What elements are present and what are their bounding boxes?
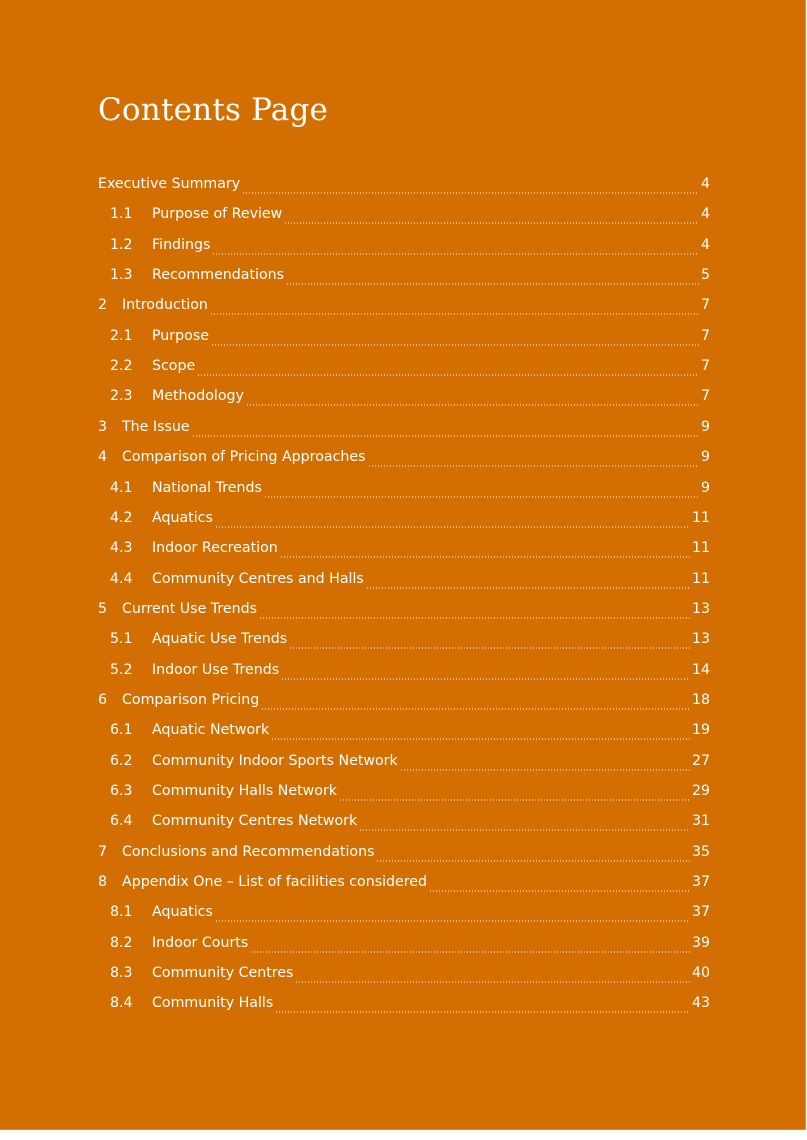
dot-leader [376, 860, 689, 862]
toc-entry[interactable] [98, 844, 710, 868]
toc-entry-number: 1.2 [110, 236, 133, 253]
toc-entry[interactable] [110, 813, 710, 837]
toc-entry-page-number[interactable]: 7 [700, 297, 710, 314]
toc-entry-number: 4 [98, 449, 108, 466]
toc-entry-page-number[interactable]: 4 [700, 176, 710, 192]
dot-leader [281, 678, 690, 680]
dot-leader [215, 920, 690, 922]
toc-entry[interactable] [98, 449, 710, 473]
toc-entry-label[interactable]: Methodology [152, 388, 244, 405]
toc-entry-page-number[interactable]: 4 [700, 236, 710, 253]
toc-entry-page-number[interactable]: 13 [691, 631, 710, 648]
toc-entry-number: 1.1 [110, 206, 133, 223]
toc-entry[interactable] [110, 935, 710, 959]
toc-entry-number: 8 [98, 874, 108, 891]
toc-entry-number: 8.3 [110, 965, 133, 982]
toc-entry-label[interactable]: Community Indoor Sports Network [152, 752, 398, 769]
toc-entry-label[interactable]: Recommendations [152, 267, 285, 284]
dot-leader [259, 617, 690, 619]
dot-leader [275, 1011, 690, 1013]
toc-entry-number: 5.2 [110, 661, 133, 678]
toc-entry-label[interactable]: Purpose of Review [152, 206, 283, 223]
dot-leader [271, 738, 690, 740]
toc-entry-label[interactable]: Scope [152, 358, 196, 375]
toc-entry[interactable] [110, 965, 710, 989]
toc-entry-page-number[interactable]: 27 [691, 752, 710, 769]
toc-entry-label[interactable]: Comparison of Pricing Approaches [122, 449, 366, 466]
toc-entry-number: 4.2 [110, 509, 133, 526]
toc-entry[interactable] [110, 904, 710, 928]
toc-entry-number: 7 [98, 843, 108, 860]
dot-leader [429, 890, 690, 892]
toc-entry-page-number[interactable]: 7 [700, 327, 710, 344]
toc-entry-label[interactable]: Current Use Trends [122, 600, 258, 617]
toc-entry[interactable] [110, 540, 710, 564]
dot-leader [359, 829, 690, 831]
toc-entry-number: 6.3 [110, 783, 133, 799]
toc-entry[interactable] [110, 480, 710, 504]
toc-entry-page-number[interactable]: 9 [700, 479, 710, 496]
toc-entry-page-number[interactable]: 11 [691, 509, 710, 526]
toc-entry[interactable] [110, 662, 710, 686]
toc-entry-label[interactable]: Aquatic Network [152, 722, 270, 739]
toc-entry[interactable] [110, 267, 710, 291]
toc-entry-number: 2.2 [110, 358, 133, 375]
toc-entry-label[interactable]: Introduction [122, 297, 208, 314]
toc-entry[interactable] [98, 692, 710, 716]
toc-entry-page-number[interactable]: 11 [691, 570, 710, 587]
toc-entry[interactable] [110, 388, 710, 412]
toc-entry-page-number[interactable]: 19 [691, 722, 710, 739]
toc-entry-page-number[interactable]: 9 [700, 449, 710, 466]
toc-entry-number: 2.3 [110, 388, 133, 405]
toc-entry[interactable] [110, 722, 710, 746]
toc-entry[interactable] [98, 176, 710, 200]
toc-entry-page-number[interactable]: 43 [691, 995, 710, 1012]
toc-entry-number: 8.2 [110, 934, 133, 951]
toc-entry-label[interactable]: Aquatic Use Trends [152, 631, 288, 648]
toc-entry-page-number[interactable]: 11 [691, 540, 710, 557]
toc-entry-label[interactable]: Aquatics [152, 904, 213, 921]
toc-entry-page-number[interactable]: 37 [691, 874, 710, 891]
toc-entry-number: 6.2 [110, 752, 133, 769]
toc-entry-number: 6 [98, 691, 108, 708]
toc-entry[interactable] [110, 631, 710, 655]
toc-entry-page-number[interactable]: 9 [700, 418, 710, 435]
dot-leader [192, 435, 699, 437]
toc-entry-number: 6.4 [110, 813, 133, 830]
toc-entry-page-number[interactable]: 29 [691, 783, 710, 799]
dot-leader [264, 496, 699, 498]
toc-entry[interactable] [110, 783, 710, 807]
toc-entry-number: 5.1 [110, 631, 133, 648]
toc-entry-label[interactable]: Community Centres Network [152, 813, 358, 830]
toc-entry-number: 1.3 [110, 267, 133, 284]
toc-entry-label[interactable]: Findings [152, 236, 211, 253]
toc-entry-page-number[interactable]: 39 [691, 934, 710, 951]
dot-leader [197, 374, 699, 376]
toc-entry-page-number[interactable]: 40 [691, 965, 710, 982]
toc-entry-number: 4.4 [110, 570, 133, 587]
toc-entry-label[interactable]: National Trends [152, 479, 262, 496]
toc-entry-label[interactable]: The Issue [122, 418, 190, 435]
dot-leader [368, 465, 699, 467]
toc-entry[interactable] [98, 874, 710, 898]
dot-leader [261, 708, 690, 710]
toc-entry-page-number[interactable]: 18 [691, 691, 710, 708]
toc-entry-page-number[interactable]: 7 [700, 358, 710, 375]
toc-entry-label[interactable]: Conclusions and Recommendations [122, 843, 375, 860]
dot-leader [286, 283, 699, 285]
dot-leader [215, 526, 690, 528]
toc-entry-number: 2 [98, 297, 108, 314]
dot-leader [212, 253, 699, 255]
toc-entry-number: 5 [98, 600, 108, 617]
dot-leader [242, 192, 699, 194]
toc-entry-page-number[interactable]: 7 [700, 388, 710, 405]
toc-entry-label[interactable]: Purpose [152, 327, 209, 344]
toc-entry-label[interactable]: Executive Summary [98, 176, 241, 192]
page-title: Contents Page [98, 92, 329, 128]
toc-entry-number: 3 [98, 418, 108, 435]
toc-entry-page-number[interactable]: 35 [691, 843, 710, 860]
toc-entry-label[interactable]: Community Centres [152, 965, 294, 982]
dot-leader [211, 344, 699, 346]
dot-leader [366, 587, 690, 589]
dot-leader [289, 647, 690, 649]
toc-entry[interactable] [98, 601, 710, 625]
toc-entry-number: 2.1 [110, 327, 133, 344]
toc-entry-number: 4.1 [110, 479, 133, 496]
toc-entry-number: 8.1 [110, 904, 133, 921]
toc-entry-page-number[interactable]: 4 [700, 206, 710, 223]
toc-entry-label[interactable]: Comparison Pricing [122, 691, 260, 708]
toc-entry-page-number[interactable]: 13 [691, 600, 710, 617]
dot-leader [246, 404, 699, 406]
dot-leader [295, 981, 689, 983]
dot-leader [210, 313, 699, 315]
toc-entry-page-number[interactable]: 37 [691, 904, 710, 921]
toc-entry[interactable] [110, 753, 710, 777]
toc-entry-label[interactable]: Community Halls Network [152, 783, 338, 799]
dot-leader [280, 556, 690, 558]
toc-entry-number: 6.1 [110, 722, 133, 739]
toc-entry[interactable] [98, 297, 710, 321]
dot-leader [284, 222, 699, 224]
toc-entry-page-number[interactable]: 14 [691, 661, 710, 678]
toc-entry[interactable] [98, 419, 710, 443]
toc-entry[interactable] [110, 571, 710, 595]
toc-entry-label[interactable]: Aquatics [152, 509, 213, 526]
toc-entry-label[interactable]: Community Centres and Halls [152, 570, 364, 587]
toc-entry-number: 8.4 [110, 995, 133, 1012]
toc-entry-label[interactable]: Indoor Use Trends [152, 661, 280, 678]
toc-entry-label[interactable]: Indoor Courts [152, 934, 249, 951]
toc-entry[interactable] [110, 237, 710, 261]
dot-leader [400, 769, 690, 771]
toc-entry[interactable] [110, 358, 710, 382]
toc-entry[interactable] [110, 206, 710, 230]
toc-entry-page-number[interactable]: 5 [700, 267, 710, 284]
dot-leader [339, 799, 690, 801]
toc-entry-label[interactable]: Community Halls [152, 995, 274, 1012]
dot-leader [250, 951, 690, 953]
toc-entry-number: 4.3 [110, 540, 133, 557]
toc-entry[interactable] [110, 510, 710, 534]
toc-entry-label[interactable]: Indoor Recreation [152, 540, 278, 557]
toc-entry[interactable] [110, 995, 710, 1019]
toc-entry-page-number[interactable]: 31 [691, 813, 710, 830]
toc-entry[interactable] [110, 328, 710, 352]
toc-entry-label[interactable]: Appendix One – List of facilities considered [122, 874, 428, 891]
